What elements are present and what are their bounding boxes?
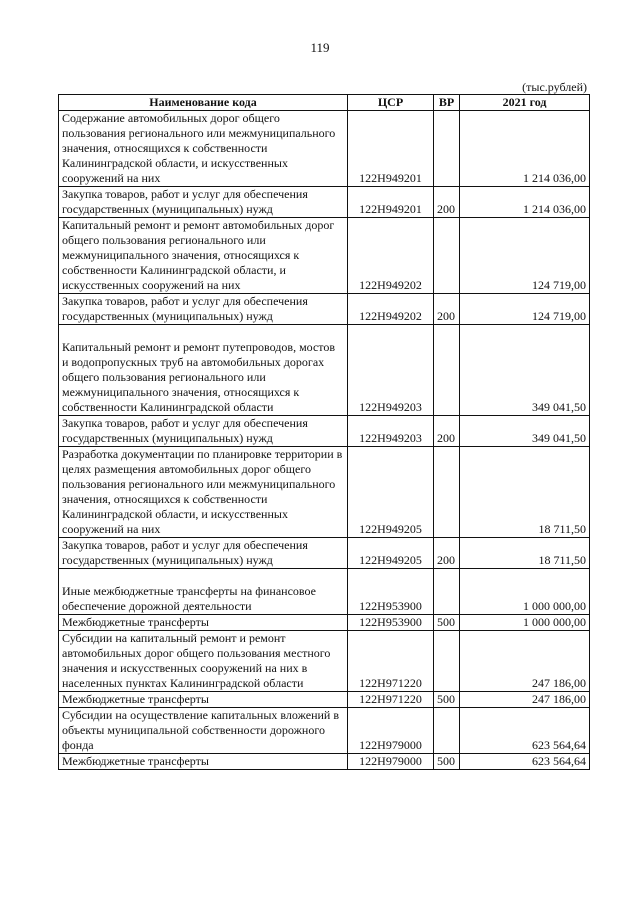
row-vr: 500 [434, 754, 460, 770]
table-body [59, 111, 590, 770]
row-vr [434, 218, 460, 294]
row-amount: 124 719,00 [460, 218, 590, 294]
row-name: Капитальный ремонт и ремонт путепроводов, мостов и водопропускных труб на автомобильных дорогах общего пользования регионального или межмуниципального значения, относящихся к собственности Калининградской области [62, 340, 336, 414]
row-name-cell [59, 111, 348, 187]
row-name-cell [59, 294, 348, 325]
row-name: Межбюджетные трансферты [62, 692, 209, 706]
row-amount: 247 186,00 [460, 631, 590, 692]
row-name: Закупка товаров, работ и услуг для обеспечения государственных (муниципальных) нужд [62, 294, 308, 323]
table-row [59, 631, 590, 692]
row-csr: 122Н979000 [348, 708, 434, 754]
table-row [59, 218, 590, 294]
row-name-cell [59, 631, 348, 692]
row-name-cell [59, 325, 348, 416]
units-label: (тыс.рублей) [522, 80, 587, 94]
row-vr [434, 447, 460, 538]
row-vr [434, 708, 460, 754]
row-csr: 122Н949202 [348, 218, 434, 294]
row-vr: 200 [434, 294, 460, 325]
table-row [59, 325, 590, 416]
table-row [59, 569, 590, 615]
row-name-cell [59, 538, 348, 569]
table-row [59, 294, 590, 325]
table-row [59, 416, 590, 447]
row-csr: 122Н949203 [348, 325, 434, 416]
row-name: Разработка документации по планировке территории в целях размещения автомобильных дорог общего пользования регионального или межмуниципального значения, относящихся к собственности Калининградской области, и искусственных сооружений на них [62, 447, 343, 536]
row-name-cell [59, 754, 348, 770]
row-vr [434, 325, 460, 416]
row-name: Содержание автомобильных дорог общего пользования регионального или межмуниципального значения, относящихся к собственности Калининградской области, и искусственных сооружений на них [62, 111, 336, 185]
row-amount: 18 711,50 [460, 447, 590, 538]
row-name-cell [59, 569, 348, 615]
row-name: Закупка товаров, работ и услуг для обеспечения государственных (муниципальных) нужд [62, 187, 308, 216]
row-csr: 122Н979000 [348, 754, 434, 770]
row-amount: 1 214 036,00 [460, 111, 590, 187]
row-csr: 122Н953900 [348, 569, 434, 615]
row-name: Закупка товаров, работ и услуг для обеспечения государственных (муниципальных) нужд [62, 538, 308, 567]
row-name-cell [59, 615, 348, 631]
table-row [59, 708, 590, 754]
row-name: Закупка товаров, работ и услуг для обеспечения государственных (муниципальных) нужд [62, 416, 308, 445]
row-vr: 500 [434, 615, 460, 631]
row-name: Межбюджетные трансферты [62, 615, 209, 629]
row-vr: 200 [434, 416, 460, 447]
row-csr: 122Н953900 [348, 615, 434, 631]
row-name: Иные межбюджетные трансферты на финансовое обеспечение дорожной деятельности [62, 584, 316, 613]
row-csr: 122Н949201 [348, 111, 434, 187]
table-row [59, 111, 590, 187]
row-csr: 122Н949201 [348, 187, 434, 218]
row-vr [434, 569, 460, 615]
table-row [59, 447, 590, 538]
row-amount: 18 711,50 [460, 538, 590, 569]
table-row [59, 538, 590, 569]
row-name: Межбюджетные трансферты [62, 754, 209, 768]
row-amount: 623 564,64 [460, 754, 590, 770]
header-csr: ЦСР [348, 95, 434, 111]
row-amount: 247 186,00 [460, 692, 590, 708]
row-amount: 349 041,50 [460, 325, 590, 416]
row-name-cell [59, 708, 348, 754]
header-vr: ВР [434, 95, 460, 111]
row-amount: 349 041,50 [460, 416, 590, 447]
row-amount: 1 000 000,00 [460, 569, 590, 615]
row-amount: 1 000 000,00 [460, 615, 590, 631]
row-amount: 623 564,64 [460, 708, 590, 754]
header-year: 2021 год [460, 95, 590, 111]
row-name-cell [59, 447, 348, 538]
row-vr: 200 [434, 538, 460, 569]
row-name-cell [59, 416, 348, 447]
row-csr: 122Н971220 [348, 631, 434, 692]
row-name: Субсидии на осуществление капитальных вложений в объекты муниципальной собственности дорожного фонда [62, 708, 340, 752]
row-name-cell [59, 187, 348, 218]
row-name: Капитальный ремонт и ремонт автомобильных дорог общего пользования регионального или межмуниципального значения, относящихся к собственности Калининградской области, и искусственных сооружений на них [62, 218, 335, 292]
row-amount: 124 719,00 [460, 294, 590, 325]
row-name-cell [59, 218, 348, 294]
row-name-cell [59, 692, 348, 708]
table-row [59, 187, 590, 218]
row-csr: 122Н949205 [348, 447, 434, 538]
row-amount: 1 214 036,00 [460, 187, 590, 218]
header-name: Наименование кода [59, 95, 348, 111]
row-csr: 122Н949205 [348, 538, 434, 569]
row-vr [434, 111, 460, 187]
table-row [59, 754, 590, 770]
budget-table [58, 94, 590, 770]
row-vr [434, 631, 460, 692]
row-vr: 200 [434, 187, 460, 218]
row-csr: 122Н949202 [348, 294, 434, 325]
table-header-row [59, 95, 590, 111]
row-vr: 500 [434, 692, 460, 708]
table-row [59, 615, 590, 631]
page-number: 119 [310, 40, 330, 55]
table-row [59, 692, 590, 708]
row-name: Субсидии на капитальный ремонт и ремонт автомобильных дорог общего пользования местного значения и искусственных сооружений на них в населенных пунктах Калининградской области [62, 631, 331, 690]
row-csr: 122Н971220 [348, 692, 434, 708]
row-csr: 122Н949203 [348, 416, 434, 447]
